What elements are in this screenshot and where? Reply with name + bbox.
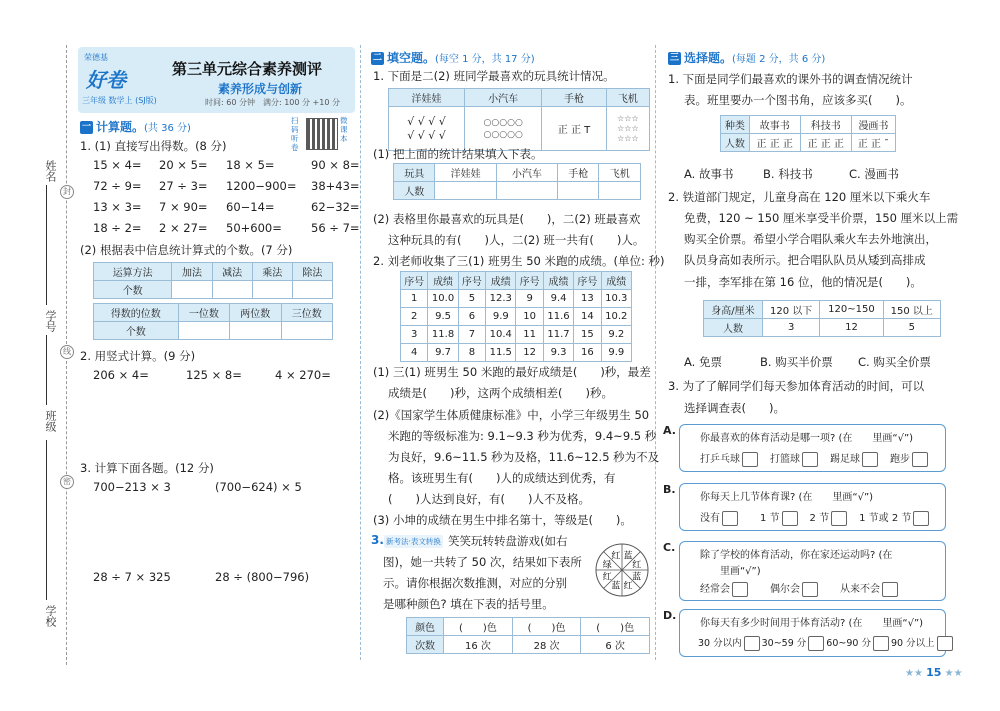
survey-card-b[interactable] (679, 483, 946, 531)
answer-cell[interactable] (230, 322, 281, 340)
header-cell: 加法 (172, 263, 212, 281)
data-cell: 1 (401, 290, 428, 308)
data-cell: 9.4 (543, 290, 573, 308)
data-cell: 9 (516, 290, 543, 308)
header-cell: 成绩 (601, 272, 631, 290)
data-cell: 10.0 (428, 290, 458, 308)
toy-count-table (393, 163, 641, 200)
card-b-label: B. (663, 483, 676, 496)
height-table (703, 300, 941, 337)
checkbox[interactable] (782, 511, 798, 526)
wheel-sector-label: 红 (611, 551, 621, 562)
grade-label: 三年级 数学上 (SJ版) (82, 96, 157, 105)
wheel-sector-label: 蓝 (611, 581, 621, 592)
survey-card-d[interactable] (679, 609, 946, 657)
choice-q3b: 选择调查表( )。 (684, 401, 785, 415)
operation-count-table (93, 262, 333, 299)
exam-meta: 时间: 60 分钟 满分: 100 分 +10 分 (205, 98, 340, 107)
row-label: 次数 (407, 636, 444, 654)
tally-cell: 正 正 T (542, 107, 606, 151)
fill-q2-2e: ( )人达到良好，有( )人不及格。 (388, 492, 590, 506)
card-option: 30 分以内 30~59 分 60~90 分 90 分以上 (698, 635, 955, 651)
survey-card-c[interactable] (679, 541, 946, 601)
vert-calc-2: 125 × 8= (186, 368, 242, 382)
choice-q3a: 3. 为了了解同学们每天参加体育活动的时间，可以 (668, 379, 925, 393)
section-calc-title: 一 计算题。(共 36 分) (81, 120, 191, 134)
star-icon: ★★ (905, 668, 923, 679)
answer-cell[interactable]: ( )色 (581, 618, 650, 636)
column-divider-2 (655, 45, 656, 660)
run-score-table (400, 271, 632, 362)
choice-q2b: 免费，120 ~ 150 厘米享受半价票，150 厘米以上需 (684, 211, 959, 225)
card-c-label: C. (663, 541, 676, 554)
header-cell: 序号 (458, 272, 485, 290)
checkbox[interactable] (912, 452, 928, 467)
checkbox[interactable] (808, 636, 824, 651)
fill-q2-3: (3) 小坤的成绩在男生中排名第十，等级是( )。 (373, 513, 632, 527)
choice-q1a: 1. 下面是同学们最喜欢的课外书的调查情况统计 (668, 72, 913, 86)
fold-mark-3: 密 (60, 475, 74, 489)
calc-q2: 2. 用竖式计算。(9 分) (80, 349, 196, 363)
fill-q2-1a: (1) 三(1) 班男生 50 米跑的最好成绩是( )秒，最差 (373, 365, 651, 379)
tally-cell: 正 正 正 (800, 134, 851, 152)
book-tally-table (720, 115, 896, 152)
data-cell: 14 (574, 308, 601, 326)
tally-cell: 正 正 ¯ (851, 134, 895, 152)
data-cell: 10.2 (601, 308, 631, 326)
checkbox[interactable] (937, 636, 953, 651)
digit-count-table (93, 303, 333, 340)
header-cell: 两位数 (230, 304, 281, 322)
answer-cell[interactable]: ( )色 (512, 618, 581, 636)
answer-cell[interactable] (252, 281, 292, 299)
fill-q3a: 笑笑玩转转盘游戏(如右 (448, 534, 568, 548)
header-cell: 身高/厘米 (704, 301, 763, 319)
data-cell: 9.7 (428, 344, 458, 362)
school-label: 学校 (44, 605, 57, 627)
header-cell: 种类 (721, 116, 750, 134)
qr-code-icon[interactable] (306, 118, 338, 150)
section-icon: 一 (81, 122, 91, 132)
page-number: 15 (926, 666, 942, 679)
mixed-calc-2: (700−624) × 5 (215, 480, 302, 494)
wheel-sector-label: 蓝 (623, 551, 633, 562)
checkbox[interactable] (882, 582, 898, 597)
header-cell: 三位数 (281, 304, 332, 322)
oral-calc-item: 50+600= (226, 221, 282, 235)
header-cell: 序号 (401, 272, 428, 290)
checkbox[interactable] (722, 511, 738, 526)
oral-calc-item: 15 × 4= (93, 158, 142, 172)
section-fill-title: 二 填空题。(每空 1 分，共 17 分) (372, 51, 535, 65)
fill-q3c: 示。请你根据次数推测，对应的分别 (383, 576, 567, 590)
data-cell: 9.9 (486, 308, 516, 326)
data-cell: 16 次 (444, 636, 513, 654)
data-cell: 5 (458, 290, 485, 308)
data-cell: 12 (516, 344, 543, 362)
oral-calc-item: 38+43= (311, 179, 360, 193)
data-cell: 12.3 (486, 290, 516, 308)
mixed-calc-1: 700−213 × 3 (93, 480, 171, 494)
data-cell: 11.6 (543, 308, 573, 326)
q1-option-b[interactable]: B. 科技书 (763, 167, 813, 181)
fold-mark-1: 封 (60, 185, 74, 199)
data-cell: 16 (574, 344, 601, 362)
q1-option-c[interactable]: C. 漫画书 (849, 167, 899, 181)
fill-q1-1: (1) 把上面的统计结果填入下表。 (373, 147, 543, 161)
vert-calc-1: 206 × 4= (93, 368, 149, 382)
answer-cell[interactable] (557, 182, 598, 200)
row-label: 人数 (394, 182, 435, 200)
choice-q2e: 一排，李军排在第 16 位，他的情况是( )。 (684, 275, 922, 289)
header-cell: 除法 (292, 263, 332, 281)
data-cell: 11.5 (486, 344, 516, 362)
checkbox[interactable] (913, 511, 929, 526)
card-question: 你最喜欢的体育活动是哪一项? (在 里画“√”) (700, 433, 914, 444)
header-cell: 120~150 (820, 301, 883, 319)
data-cell: 13 (574, 290, 601, 308)
header-cell: 故事书 (749, 116, 800, 134)
data-cell: 5 (883, 319, 940, 337)
choice-q1b: 表。班里要办一个图书角，应该多买( )。 (684, 93, 912, 107)
header-cell: 150 以上 (883, 301, 940, 319)
data-cell: 6 (458, 308, 485, 326)
toy-tally-table (388, 88, 650, 151)
survey-card-a[interactable] (679, 424, 946, 472)
fill-q2-1b: 成绩是( )秒，这两个成绩相差( )秒。 (388, 386, 613, 400)
data-cell: 12 (820, 319, 883, 337)
header-cell: 成绩 (428, 272, 458, 290)
oral-calc-item: 2 × 27= (159, 221, 208, 235)
oral-calc-item: 18 ÷ 2= (93, 221, 142, 235)
checkbox[interactable] (744, 636, 760, 651)
wheel-sector-label: 绿 (602, 560, 612, 571)
spinner-wheel (594, 542, 650, 598)
fill-q1: 1. 下面是二(2) 班同学最喜欢的玩具统计情况。 (373, 69, 615, 83)
header-cell: 乘法 (252, 263, 292, 281)
checkbox[interactable] (732, 582, 748, 597)
data-cell: 10.4 (486, 326, 516, 344)
wheel-sector-label: 红 (632, 560, 642, 571)
fill-q2-2b: 米跑的等级标准为: 9.1~9.3 秒为优秀，9.4~9.5 秒 (388, 429, 657, 443)
oral-calc-item: 90 × 8= (311, 158, 360, 172)
header-cell: 手枪 (542, 89, 606, 107)
tally-cell: √ √ √ √ √ √ √ √ (389, 107, 465, 151)
wheel-sector-label: 红 (602, 572, 612, 583)
data-cell: 10 (516, 308, 543, 326)
row-label: 个数 (94, 281, 172, 299)
answer-cell[interactable] (599, 182, 641, 200)
data-cell: 9.3 (543, 344, 573, 362)
card-option: 没有 1 节 2 节 1 节或 2 节 (700, 509, 931, 526)
checkbox[interactable] (802, 582, 818, 597)
vert-calc-3: 4 × 270= (275, 368, 331, 382)
row-label: 个数 (94, 322, 179, 340)
column-divider-1 (360, 45, 361, 660)
header-cell: 飞机 (606, 89, 649, 107)
header-cell: 漫画书 (851, 116, 895, 134)
choice-q2c: 购买全价票。希望小学合唱队乘火车去外地演出， (684, 232, 937, 246)
answer-cell[interactable] (496, 182, 557, 200)
tally-cell: ○○○○○ ○○○○○ (464, 107, 541, 151)
data-cell: 10.3 (601, 290, 631, 308)
header-cell: 一位数 (178, 304, 229, 322)
choice-q2a: 2. 铁道部门规定，儿童身高在 120 厘米以下乘火车 (668, 190, 931, 204)
tally-cell: 正 正 正 (749, 134, 800, 152)
class-line (46, 440, 47, 600)
card-question: 你每天有多少时间用于体育活动? (在 里画“√”) (700, 618, 924, 629)
data-cell: 11.7 (543, 326, 573, 344)
data-cell: 4 (401, 344, 428, 362)
wheel-sector-label: 红 (623, 581, 633, 592)
oral-calc-item: 13 × 3= (93, 200, 142, 214)
mixed-calc-3: 28 ÷ 7 × 325 (93, 570, 171, 584)
q2-option-b[interactable]: B. 购买半价票 (760, 355, 833, 369)
calc-q3: 3. 计算下面各题。(12 分) (80, 461, 214, 475)
header-cell: 序号 (516, 272, 543, 290)
choice-q2d: 队员身高如表所示。把合唱队队员从矮到高排成 (684, 253, 926, 267)
oral-calc-item: 62−32= (311, 200, 360, 214)
checkbox[interactable] (802, 452, 818, 467)
data-cell: 28 次 (512, 636, 581, 654)
tally-cell: ☆☆☆ ☆☆☆ ☆☆☆ (606, 107, 649, 151)
answer-cell[interactable] (281, 322, 332, 340)
page-number-stars (905, 666, 963, 679)
header-cell: 120 以下 (762, 301, 819, 319)
oral-calc-item: 60−14= (226, 200, 275, 214)
class-label: 班级 (44, 410, 57, 432)
star-icon: ★★ (944, 668, 963, 679)
header-cell: 颜色 (407, 618, 444, 636)
oral-calc-item: 27 ÷ 3= (159, 179, 208, 193)
fold-mark-2: 线 (60, 345, 74, 359)
answer-cell[interactable] (172, 281, 212, 299)
mixed-calc-4: 28 ÷ (800−796) (215, 570, 310, 584)
data-cell: 2 (401, 308, 428, 326)
checkbox[interactable] (873, 636, 889, 651)
oral-calc-item: 20 × 5= (159, 158, 208, 172)
fill-q1-2a: (2) 表格里你最喜欢的玩具是( )，二(2) 班最喜欢 (373, 212, 641, 226)
data-cell: 8 (458, 344, 485, 362)
header-cell: 小汽车 (496, 164, 557, 182)
q2-option-c[interactable]: C. 购买全价票 (858, 355, 931, 369)
row-label: 人数 (704, 319, 763, 337)
header-cell: 手枪 (557, 164, 598, 182)
oral-calc-item: 1200−900= (226, 179, 297, 193)
fill-q3-num: 3. (371, 533, 384, 547)
card-question-cont: 里画“√”) (700, 566, 761, 577)
answer-cell[interactable] (435, 182, 496, 200)
answer-cell[interactable] (212, 281, 252, 299)
header-cell: 序号 (574, 272, 601, 290)
header-cell: 运算方法 (94, 263, 172, 281)
calc-q1-2: (2) 根据表中信息统计算式的个数。(7 分) (80, 243, 293, 257)
class-no-label: 学号 (44, 310, 57, 332)
answer-cell[interactable] (292, 281, 332, 299)
card-a-label: A. (663, 424, 676, 437)
checkbox[interactable] (742, 452, 758, 467)
header-cell: 玩具 (394, 164, 435, 182)
header-cell: 洋娃娃 (389, 89, 465, 107)
answer-cell[interactable]: ( )色 (444, 618, 513, 636)
scan-label: 扫码听卷 (291, 116, 299, 152)
fill-q3b: 图)，她一共转了 50 次，结果如下表所 (383, 555, 582, 569)
header-cell: 小汽车 (464, 89, 541, 107)
card-option: 打乒乓球 打篮球 踢足球 跑步 (700, 450, 930, 467)
name-label: 姓名 (44, 160, 57, 182)
page-subtitle: 素养形成与创新 (218, 82, 303, 96)
fill-q1-2b: 这种玩具的有( )人，二(2) 班一共有( )人。 (388, 233, 645, 247)
data-cell: 11.8 (428, 326, 458, 344)
checkbox[interactable] (862, 452, 878, 467)
q1-option-a[interactable]: A. 故事书 (684, 167, 734, 181)
name-line (46, 185, 47, 305)
oral-calc-item: 18 × 5= (226, 158, 275, 172)
color-count-table (406, 617, 650, 654)
section-choice-title: 三 选择题。(每题 2 分，共 6 分) (669, 51, 826, 65)
checkbox[interactable] (831, 511, 847, 526)
data-cell: 3 (401, 326, 428, 344)
data-cell: 7 (458, 326, 485, 344)
header-cell: 成绩 (543, 272, 573, 290)
wheel-sector-label: 蓝 (632, 572, 642, 583)
section-icon: 三 (669, 53, 679, 63)
header-cell: 科技书 (800, 116, 851, 134)
data-cell: 6 次 (581, 636, 650, 654)
card-question: 你每天上几节体育课? (在 里画“√”) (700, 492, 874, 503)
oral-calc-item: 56 ÷ 7= (311, 221, 360, 235)
brand-top: 荣德基 (84, 53, 108, 62)
oral-calc-item: 72 ÷ 9= (93, 179, 142, 193)
header-cell: 减法 (212, 263, 252, 281)
data-cell: 11 (516, 326, 543, 344)
logo: 好卷 (86, 68, 126, 92)
data-cell: 9.9 (601, 344, 631, 362)
card-d-label: D. (663, 609, 677, 622)
calc-q1: 1. (1) 直接写出得数。(8 分) (80, 139, 227, 153)
new-method-tag: 新考法·表文转换 (386, 537, 441, 546)
answer-cell[interactable] (178, 322, 229, 340)
fill-q2-2c: 为良好，9.6~11.5 秒为及格，11.6~12.5 秒为不及 (388, 450, 660, 464)
fill-q2-2d: 格。该班男生有( )人的成绩达到优秀，有 (388, 471, 616, 485)
row-label: 人数 (721, 134, 750, 152)
header-cell: 得数的位数 (94, 304, 179, 322)
q2-option-a[interactable]: A. 免票 (684, 355, 722, 369)
fill-q2-2a: (2)《国家学生体质健康标准》中，小学三年级男生 50 (373, 408, 650, 422)
data-cell: 3 (762, 319, 819, 337)
fill-q2: 2. 刘老师收集了三(1) 班男生 50 米跑的成绩。(单位: 秒) (373, 254, 665, 268)
data-cell: 9.2 (601, 326, 631, 344)
class-no-line (46, 335, 47, 405)
oral-calc-item: 7 × 90= (159, 200, 208, 214)
card-question: 除了学校的体育活动，你在家还运动吗? (在 (700, 550, 893, 561)
data-cell: 15 (574, 326, 601, 344)
section-icon: 二 (372, 53, 382, 63)
card-option: 经常会 偶尔会 从来不会 (700, 580, 900, 597)
micro-book-label: 微课本 (340, 116, 348, 143)
header-cell: 飞机 (599, 164, 641, 182)
header-cell: 成绩 (486, 272, 516, 290)
page-title: 第三单元综合素养测评 (172, 60, 323, 78)
header-cell: 洋娃娃 (435, 164, 496, 182)
fill-q3d: 是哪种颜色? 填在下表的括号里。 (383, 597, 554, 611)
data-cell: 9.5 (428, 308, 458, 326)
